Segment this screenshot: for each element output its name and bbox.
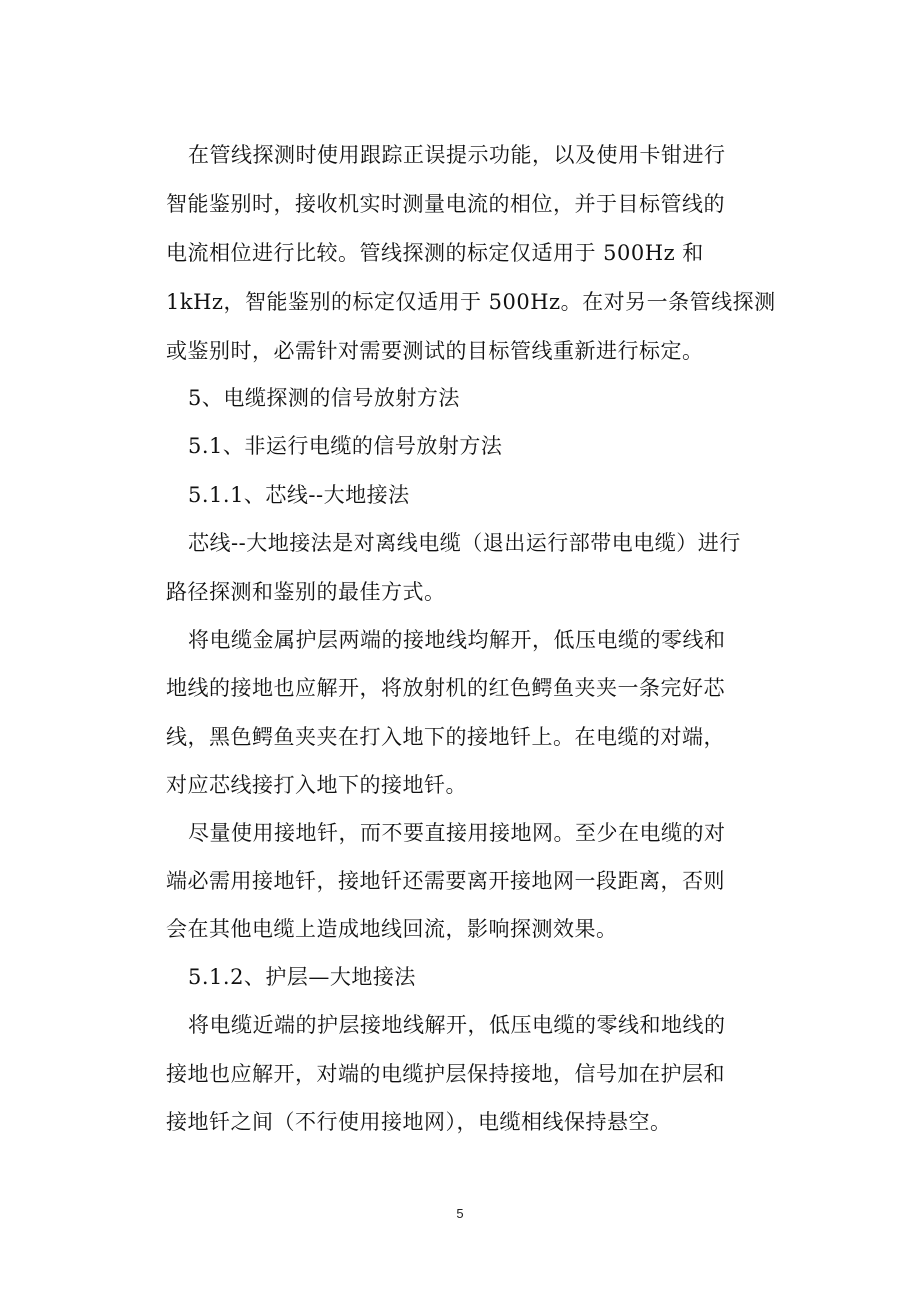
text-line: 接地钎之间（不行使用接地网），电缆相线保持悬空。 [166, 1110, 672, 1134]
subsection-heading: 5.1、非运行电缆的信号放射方法 [188, 434, 503, 458]
text-line: 1kHz，智能鉴别的标定仅适用于 500Hz。在对另一条管线探测 [166, 290, 776, 314]
text-line: 智能鉴别时，接收机实时测量电流的相位，并于目标管线的 [166, 192, 725, 216]
subsection-heading: 5.1.2、护层—大地接法 [188, 965, 416, 989]
text-line: 在管线探测时使用跟踪正误提示功能，以及使用卡钳进行 [188, 143, 726, 167]
text-line: 路径探测和鉴别的最佳方式。 [166, 580, 446, 604]
section-heading: 5、电缆探测的信号放射方法 [188, 386, 460, 410]
text-line: 芯线--大地接法是对离线电缆（退出运行部带电电缆）进行 [188, 531, 741, 555]
text-line: 地线的接地也应解开，将放射机的红色鳄鱼夹夹一条完好芯 [166, 676, 725, 700]
text-line: 会在其他电缆上造成地线回流，影响探测效果。 [166, 917, 618, 941]
text-line: 将电缆近端的护层接地线解开，低压电缆的零线和地线的 [188, 1013, 726, 1037]
text-line: 线，黑色鳄鱼夹夹在打入地下的接地钎上。在电缆的对端， [166, 725, 725, 749]
text-line: 电流相位进行比较。管线探测的标定仅适用于 500Hz 和 [166, 241, 704, 265]
text-line: 将电缆金属护层两端的接地线均解开，低压电缆的零线和 [188, 628, 726, 652]
text-line: 端必需用接地钎，接地钎还需要离开接地网一段距离，否则 [166, 869, 725, 893]
text-line: 接地也应解开，对端的电缆护层保持接地，信号加在护层和 [166, 1062, 725, 1086]
subsection-heading: 5.1.1、芯线--大地接法 [188, 483, 410, 507]
text-line: 或鉴别时，必需针对需要测试的目标管线重新进行标定。 [166, 339, 704, 363]
text-line: 尽量使用接地钎，而不要直接用接地网。至少在电缆的对 [188, 821, 726, 845]
text-line: 对应芯线接打入地下的接地钎。 [166, 773, 467, 797]
page-number: 5 [456, 1206, 464, 1221]
